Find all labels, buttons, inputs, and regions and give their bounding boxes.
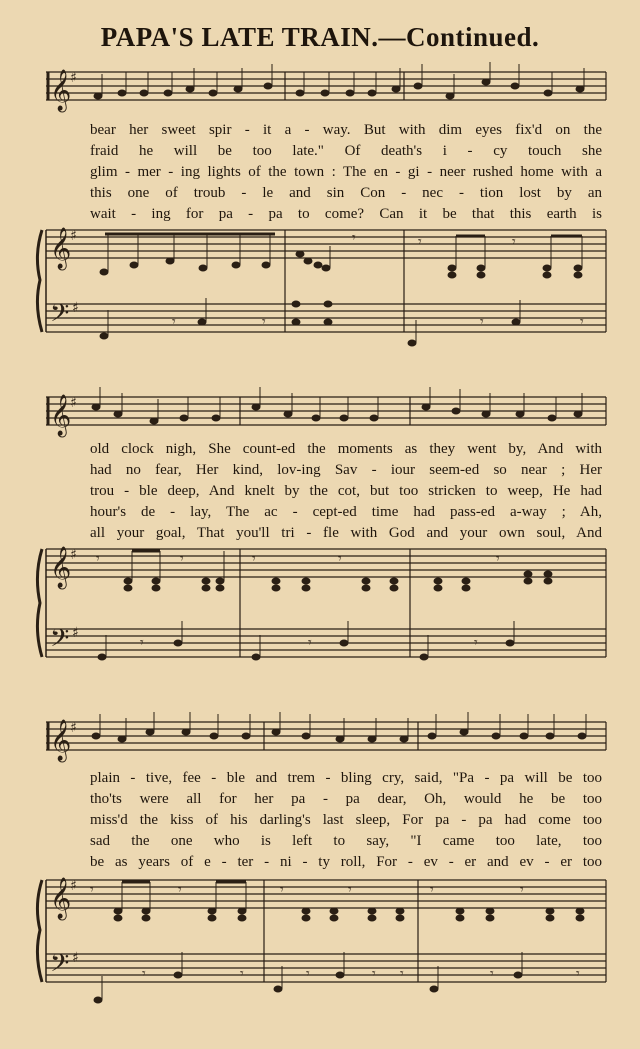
lyrics-block-3	[90, 768, 602, 873]
svg-text:𝄾: 𝄾	[580, 314, 584, 330]
svg-text:𝄾: 𝄾	[418, 234, 422, 250]
svg-text:𝄾: 𝄾	[96, 551, 100, 567]
lyric-line: sad the one who is left to say, "I came too late, too	[90, 833, 602, 849]
lyric-line: fraid he will be too late." Of death's i - cy touch she	[90, 143, 602, 159]
svg-text:♯: ♯	[70, 878, 77, 894]
piano-bass-staff	[46, 304, 606, 332]
svg-text:𝄾: 𝄾	[490, 966, 494, 982]
svg-text:𝄾: 𝄾	[180, 551, 184, 567]
bass-clef-icon: 𝄢	[50, 949, 70, 984]
svg-text:𝄾: 𝄾	[520, 882, 524, 898]
svg-text:♯: ♯	[72, 625, 79, 641]
treble-clef-icon: 𝄞	[50, 878, 72, 919]
vocal-notes	[92, 712, 586, 742]
music-system-2	[0, 385, 640, 685]
svg-text:𝄾: 𝄾	[178, 882, 182, 898]
svg-text:𝄾: 𝄾	[172, 314, 176, 330]
lyric-line: this one of troub - le and sin Con - nec - tion lost by an	[90, 185, 602, 201]
svg-text:♯: ♯	[70, 395, 77, 411]
svg-text:𝄾: 𝄾	[430, 882, 434, 898]
svg-text:𝄾: 𝄾	[480, 314, 484, 330]
svg-text:𝄾: 𝄾	[400, 966, 404, 982]
lyric-line: old clock nigh, She count-ed the moments as they went by, And with	[90, 441, 602, 457]
svg-text:♯: ♯	[72, 300, 79, 316]
lyric-line: glim - mer - ing lights of the town : The en - gi - neer rushed home with a	[90, 164, 602, 180]
lyric-line: hour's de - lay, The ac - cept-ed time had pass-ed a-way ; Ah,	[90, 504, 602, 520]
lyrics-block-2	[90, 439, 602, 544]
svg-text:𝄾: 𝄾	[90, 882, 94, 898]
svg-text:𝄾: 𝄾	[372, 966, 376, 982]
svg-text:𝄾: 𝄾	[512, 234, 516, 250]
lyric-line: plain - tive, fee - ble and trem - bling cry, said, "Pa - pa will be too	[90, 770, 602, 786]
piano-bass-notes	[94, 952, 580, 1003]
page-title: PAPA'S LATE TRAIN.—Continued.	[100, 22, 540, 52]
svg-text:𝄾: 𝄾	[140, 635, 144, 651]
svg-text:𝄾: 𝄾	[474, 635, 478, 651]
svg-text:𝄾: 𝄾	[280, 882, 284, 898]
svg-text:𝄾: 𝄾	[262, 314, 266, 330]
treble-clef-icon: 𝄞	[50, 720, 72, 761]
lyric-line: bear her sweet spir - it a - way. But with dim eyes fix'd on the	[90, 122, 602, 138]
treble-clef-icon: 𝄞	[50, 228, 72, 269]
svg-text:𝄾: 𝄾	[576, 966, 580, 982]
lyric-line: miss'd the kiss of his darling's last sleep, For pa - pa had come too	[90, 812, 602, 828]
bass-clef-icon: 𝄢	[50, 299, 70, 334]
treble-clef-icon: 𝄞	[50, 70, 72, 111]
bass-clef-icon: 𝄢	[50, 624, 70, 659]
svg-text:♯: ♯	[70, 70, 77, 86]
svg-text:𝄾: 𝄾	[352, 230, 356, 246]
svg-text:𝄾: 𝄾	[306, 966, 310, 982]
svg-text:𝄾: 𝄾	[338, 551, 342, 567]
treble-clef-icon: 𝄞	[50, 547, 72, 588]
piano-bass-staff	[46, 629, 606, 657]
piano-bass-notes	[100, 298, 584, 346]
svg-text:♯: ♯	[70, 547, 77, 563]
music-system-1	[0, 60, 640, 360]
svg-text:𝄾: 𝄾	[308, 635, 312, 651]
svg-text:𝄾: 𝄾	[142, 966, 146, 982]
svg-text:𝄾: 𝄾	[240, 966, 244, 982]
lyric-line: tho'ts were all for her pa - pa dear, Oh, would he be too	[90, 791, 602, 807]
svg-text:𝄾: 𝄾	[348, 882, 352, 898]
lyrics-block-1	[90, 120, 602, 225]
piano-bass-notes	[98, 621, 514, 660]
lyric-line: trou - ble deep, And knelt by the cot, but too stricken to weep, He had	[90, 483, 602, 499]
svg-text:♯: ♯	[70, 720, 77, 736]
piano-treble-staff	[46, 549, 606, 577]
music-system-3	[0, 710, 640, 1030]
lyric-line: all your goal, That you'll tri - fle with God and your own soul, And	[90, 525, 602, 541]
lyric-line: had no fear, Her kind, lov-ing Sav - iour seem-ed so near ; Her	[90, 462, 602, 478]
lyric-line: wait - ing for pa - pa to come? Can it be that this earth is	[90, 206, 602, 222]
lyric-line: be as years of e - ter - ni - ty roll, For - ev - er and ev - er too	[90, 854, 602, 870]
svg-text:♯: ♯	[70, 228, 77, 244]
svg-text:♯: ♯	[72, 950, 79, 966]
svg-text:𝄾: 𝄾	[252, 551, 256, 567]
svg-text:𝄾: 𝄾	[496, 551, 500, 567]
piano-treble-notes	[96, 551, 552, 591]
treble-clef-icon: 𝄞	[50, 395, 72, 436]
